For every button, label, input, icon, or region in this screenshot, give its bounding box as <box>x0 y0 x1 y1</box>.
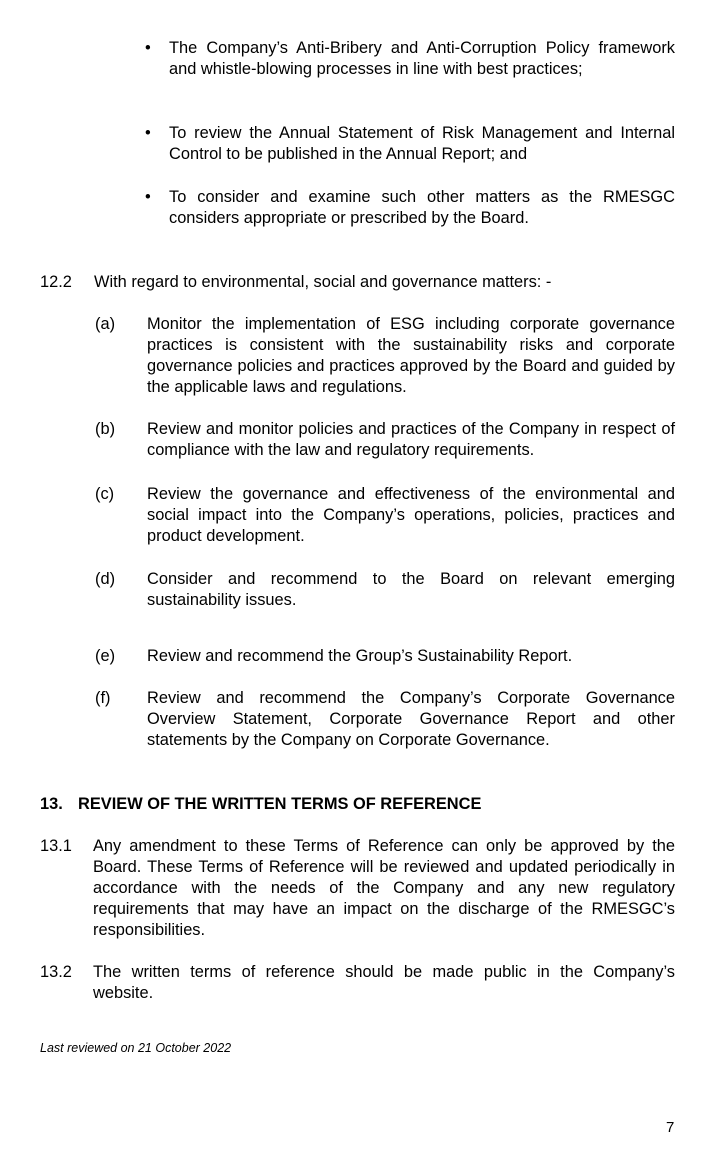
last-reviewed-note: Last reviewed on 21 October 2022 <box>40 1041 232 1055</box>
clause-number: 12.2 <box>40 273 72 291</box>
bullet-symbol: • <box>145 39 151 57</box>
list-item-a <box>95 314 675 398</box>
item-label: (f) <box>95 689 111 707</box>
bullet-text: To consider and examine such other matters as the RMESGC considers appropriate or prescribed by the Board. <box>169 188 675 227</box>
item-label: (a) <box>95 315 116 333</box>
item-text: Review and recommend the Company’s Corporate Governance Overview Statement, Corporate Governance Report and other statements by the Company on Corporate Governance. <box>147 689 675 749</box>
clause-number: 13.2 <box>40 963 72 981</box>
bullet-text: The Company’s Anti-Bribery and Anti-Corruption Policy framework and whistle-blowing processes in line with best practices; <box>169 39 675 78</box>
item-text: Consider and recommend to the Board on relevant emerging sustainability issues. <box>147 570 675 609</box>
clause-number: 13.1 <box>40 837 72 855</box>
clause-text: With regard to environmental, social and governance matters: - <box>94 273 552 291</box>
section-number: 13. <box>40 795 63 813</box>
section-heading <box>40 794 481 815</box>
bullet-item <box>145 38 675 80</box>
item-text: Review the governance and effectiveness of the environmental and social impact into the Company’s operations, policies, practices and product development. <box>147 485 675 545</box>
clause-12-2 <box>40 272 680 293</box>
bullet-text: To review the Annual Statement of Risk Management and Internal Control to be published in the Annual Report; and <box>169 124 675 163</box>
section-title: REVIEW OF THE WRITTEN TERMS OF REFERENCE <box>78 795 482 813</box>
bullet-item <box>145 123 675 165</box>
item-label: (e) <box>95 647 116 665</box>
list-item-d <box>95 569 675 611</box>
item-text: Review and recommend the Group’s Sustainability Report. <box>147 647 573 665</box>
list-item-f <box>95 688 675 751</box>
item-text: Monitor the implementation of ESG including corporate governance practices is consistent with the sustainability risks and corporate governance policies and practices approved by the Board and guided by the applicable laws and regulations. <box>147 315 675 396</box>
clause-text: The written terms of reference should be made public in the Company’s website. <box>93 963 675 1002</box>
item-label: (c) <box>95 485 115 503</box>
list-item-c <box>95 484 675 547</box>
clause-text: Any amendment to these Terms of Reference can only be approved by the Board. These Terms of Reference will be reviewed and updated periodically in accordance with the needs of the Company and any new regulatory requirements that may have an impact on the discharge of the RMESGC’s responsibilities. <box>93 837 675 939</box>
bullet-item <box>145 187 675 229</box>
clause-13-2 <box>40 962 675 1004</box>
bullet-symbol: • <box>145 188 151 206</box>
clause-13-1 <box>40 836 675 941</box>
page-number: 7 <box>666 1119 675 1136</box>
list-item-b <box>95 419 675 461</box>
list-item-e <box>95 646 675 667</box>
item-label: (d) <box>95 570 116 588</box>
bullet-symbol: • <box>145 124 151 142</box>
item-label: (b) <box>95 420 116 438</box>
item-text: Review and monitor policies and practices of the Company in respect of compliance with the law and regulatory requirements. <box>147 420 675 459</box>
